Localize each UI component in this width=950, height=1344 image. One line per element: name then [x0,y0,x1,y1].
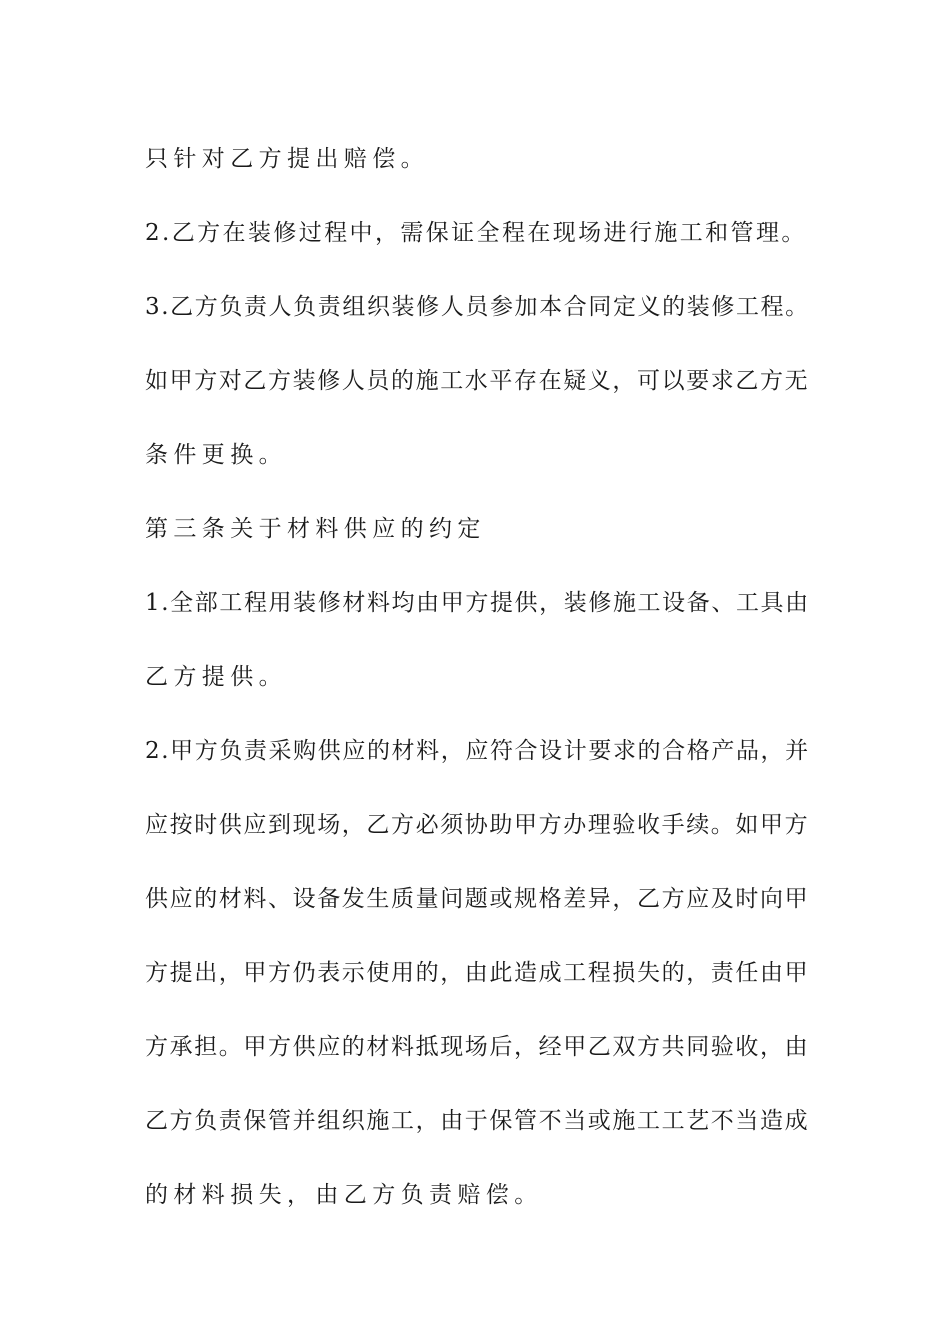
document-body [145,122,810,1232]
text-line: 条件更换。 [145,442,287,468]
text-line: 乙方负责保管并组织施工，由于保管不当或施工工艺不当造成 [145,1108,810,1134]
text-line: 方承担。甲方供应的材料抵现场后，经甲乙双方共同验收，由 [145,1034,810,1060]
text-line: 供应的材料、设备发生质量问题或规格差异，乙方应及时向甲 [145,886,810,912]
text-line: 只针对乙方提出赔偿。 [145,146,429,172]
section-heading: 第三条关于材料供应的约定 [145,516,486,542]
text-line: 如甲方对乙方装修人员的施工水平存在疑义，可以要求乙方无 [145,368,810,394]
text-line: 1.全部工程用装修材料均由甲方提供，装修施工设备、工具由 [145,590,810,616]
text-line: 2.甲方负责采购供应的材料，应符合设计要求的合格产品，并 [145,738,810,764]
text-line: 3.乙方负责人负责组织装修人员参加本合同定义的装修工程。 [145,294,810,320]
text-line: 2.乙方在装修过程中，需保证全程在现场进行施工和管理。 [145,220,807,246]
text-line: 方提出，甲方仍表示使用的，由此造成工程损失的，责任由甲 [145,960,810,986]
text-line: 的材料损失，由乙方负责赔偿。 [145,1182,543,1208]
text-line: 乙方提供。 [145,664,287,690]
text-line: 应按时供应到现场，乙方必须协助甲方办理验收手续。如甲方 [145,812,810,838]
